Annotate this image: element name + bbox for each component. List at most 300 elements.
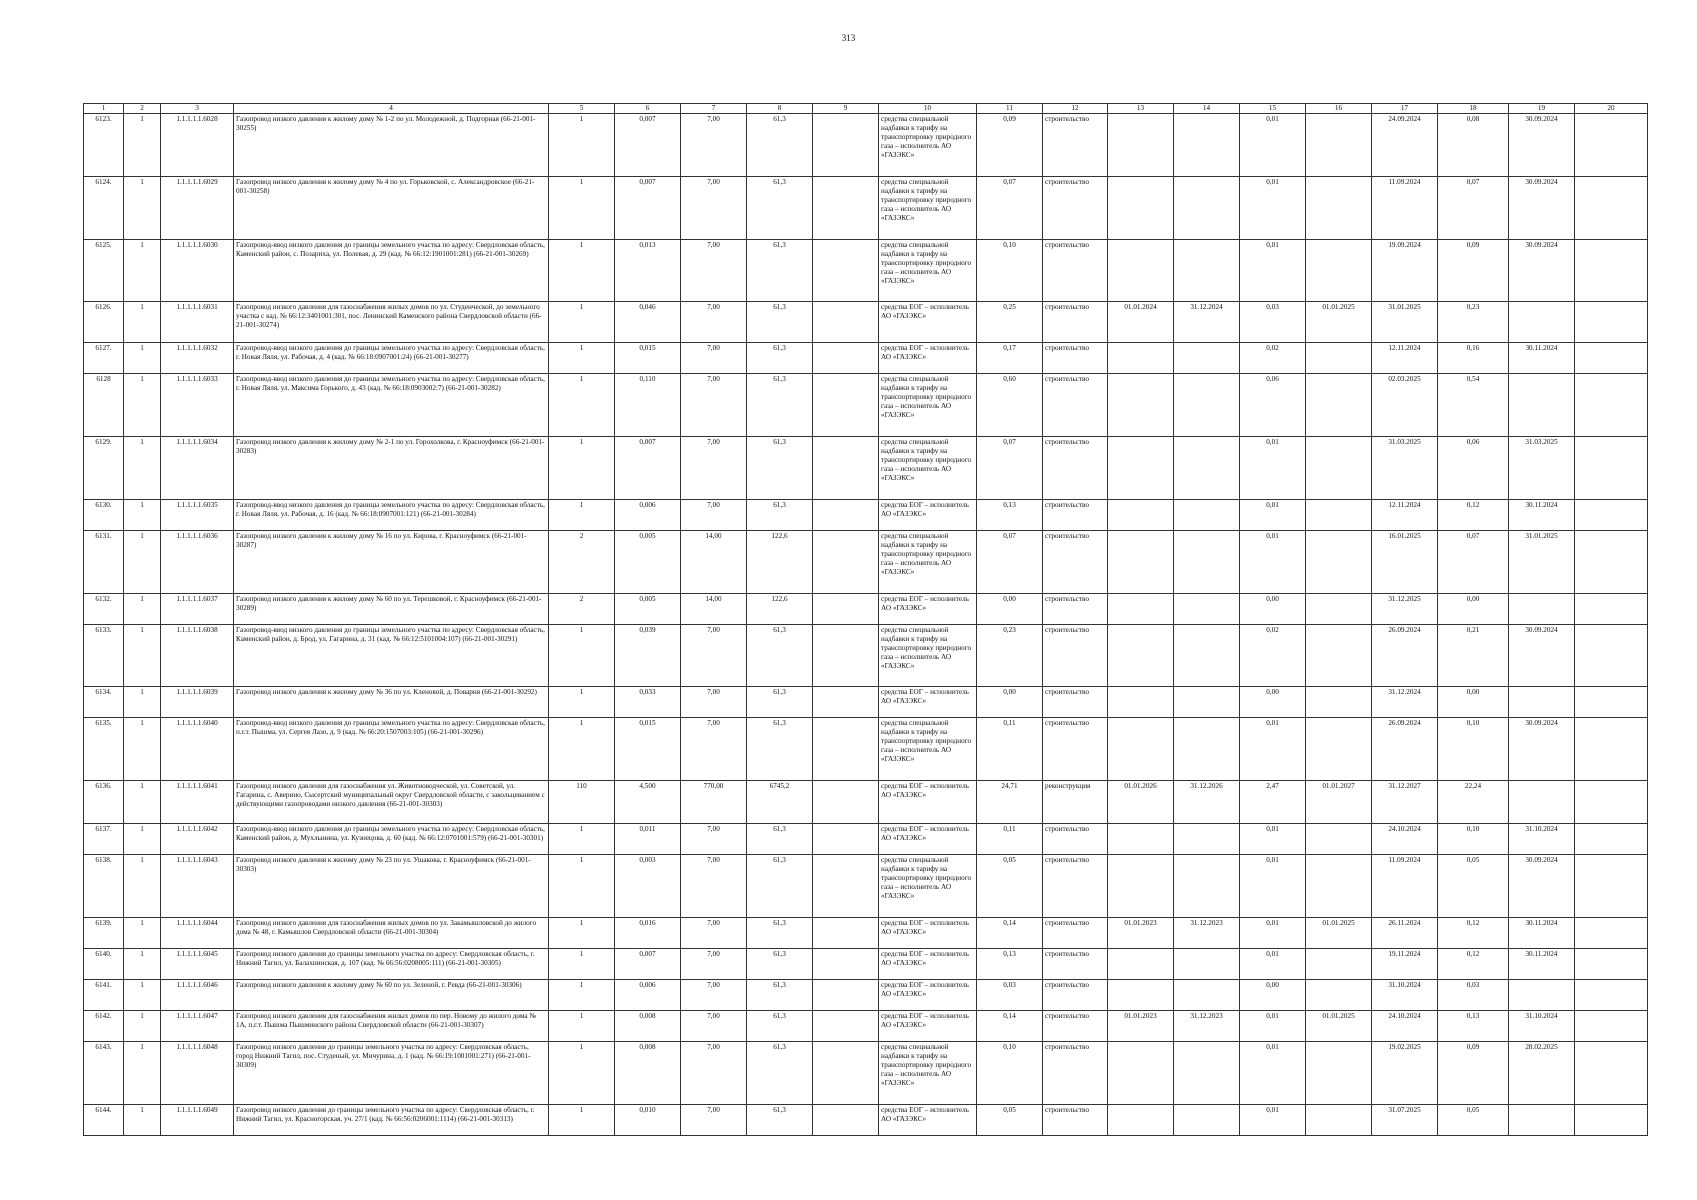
cell-col-1: 6144. (84, 1105, 124, 1136)
cell-col-6: 0,110 (615, 374, 681, 437)
cell-col-4: Газопровод низкого давления к жилому дому № 16 по ул. Кирова, г. Красноуфимск (66-21-001-30287) (234, 531, 549, 594)
cell-col-5: 1 (549, 980, 615, 1011)
cell-col-2: 1 (124, 918, 161, 949)
cell-col-12: строительство (1043, 918, 1108, 949)
cell-col-13 (1108, 949, 1174, 980)
cell-col-4: Газопровод-ввод низкого давления до границы земельного участка по адресу: Свердловская область, г. Новая Ляля, ул. Рабочая, д. 4 (кад. № 66:18:0907001:24) (66-21-001-30277) (234, 343, 549, 374)
cell-col-14 (1174, 718, 1240, 781)
cell-col-17: 31.12.2027 (1372, 781, 1438, 824)
cell-col-7: 7,00 (681, 500, 747, 531)
cell-col-6: 0,011 (615, 824, 681, 855)
cell-col-15: 0,01 (1240, 531, 1306, 594)
cell-col-2: 1 (124, 980, 161, 1011)
column-number-13: 13 (1108, 104, 1174, 114)
cell-col-7: 7,00 (681, 240, 747, 302)
cell-col-9 (813, 531, 879, 594)
cell-col-17: 16.01.2025 (1372, 531, 1438, 594)
cell-col-14 (1174, 240, 1240, 302)
cell-col-7: 14,00 (681, 531, 747, 594)
cell-col-2: 1 (124, 949, 161, 980)
cell-col-7: 7,00 (681, 687, 747, 718)
table-row (84, 437, 1648, 500)
cell-col-14 (1174, 343, 1240, 374)
cell-col-16 (1306, 718, 1372, 781)
cell-col-12: строительство (1043, 718, 1108, 781)
cell-col-7: 7,00 (681, 437, 747, 500)
cell-col-14: 31.12.2024 (1174, 302, 1240, 343)
cell-col-8: 61,3 (747, 980, 813, 1011)
cell-col-1: 6140. (84, 949, 124, 980)
cell-col-18: 0,16 (1438, 343, 1509, 374)
cell-col-14 (1174, 177, 1240, 240)
cell-col-17: 11.09.2024 (1372, 177, 1438, 240)
cell-col-2: 1 (124, 855, 161, 918)
cell-col-17: 24.10.2024 (1372, 1011, 1438, 1042)
cell-col-4: Газопровод низкого давления к жилому дому № 60 по ул. Зеленой, г. Ревда (66-21-001-30306) (234, 980, 549, 1011)
cell-col-1: 6130. (84, 500, 124, 531)
cell-col-16 (1306, 500, 1372, 531)
cell-col-10: средства специальной надбавки к тарифу на транспортировку природного газа – исполнитель АО «ГАЗЭКС» (879, 177, 977, 240)
cell-col-14 (1174, 855, 1240, 918)
column-number-15: 15 (1240, 104, 1306, 114)
column-number-3: 3 (161, 104, 234, 114)
cell-col-8: 61,3 (747, 114, 813, 177)
cell-col-8: 61,3 (747, 1105, 813, 1136)
cell-col-16 (1306, 177, 1372, 240)
cell-col-1: 6141. (84, 980, 124, 1011)
cell-col-13 (1108, 855, 1174, 918)
cell-col-7: 7,00 (681, 1105, 747, 1136)
cell-col-13 (1108, 625, 1174, 687)
cell-col-12: строительство (1043, 437, 1108, 500)
cell-col-12: строительство (1043, 374, 1108, 437)
cell-col-17: 31.07.2025 (1372, 1105, 1438, 1136)
cell-col-19: 30.11.2024 (1509, 343, 1575, 374)
cell-col-3: 1.1.1.1.1.6029 (161, 177, 234, 240)
cell-col-17: 24.09.2024 (1372, 114, 1438, 177)
cell-col-9 (813, 374, 879, 437)
cell-col-9 (813, 177, 879, 240)
cell-col-6: 0,046 (615, 302, 681, 343)
cell-col-12: строительство (1043, 855, 1108, 918)
cell-col-16 (1306, 949, 1372, 980)
column-number-4: 4 (234, 104, 549, 114)
cell-col-1: 6139. (84, 918, 124, 949)
cell-col-12: строительство (1043, 949, 1108, 980)
cell-col-17: 31.12.2025 (1372, 594, 1438, 625)
cell-col-9 (813, 500, 879, 531)
cell-col-9 (813, 687, 879, 718)
cell-col-5: 1 (549, 824, 615, 855)
cell-col-5: 1 (549, 718, 615, 781)
cell-col-18: 0,09 (1438, 240, 1509, 302)
cell-col-4: Газопровод низкого давления к жилому дому № 2-1 по ул. Горохолкова, г. Красноуфимск (66-21-001-30283) (234, 437, 549, 500)
cell-col-20 (1575, 114, 1648, 177)
cell-col-19: 30.09.2024 (1509, 114, 1575, 177)
cell-col-10: средства ЕОГ – исполнитель АО «ГАЗЭКС» (879, 343, 977, 374)
cell-col-6: 0,008 (615, 1011, 681, 1042)
cell-col-13: 01.01.2024 (1108, 302, 1174, 343)
cell-col-6: 0,007 (615, 177, 681, 240)
cell-col-8: 61,3 (747, 687, 813, 718)
cell-col-13 (1108, 240, 1174, 302)
column-number-10: 10 (879, 104, 977, 114)
cell-col-19: 30.09.2024 (1509, 625, 1575, 687)
cell-col-17: 31.12.2024 (1372, 687, 1438, 718)
cell-col-7: 7,00 (681, 302, 747, 343)
cell-col-16 (1306, 437, 1372, 500)
cell-col-5: 1 (549, 177, 615, 240)
cell-col-19: 30.11.2024 (1509, 918, 1575, 949)
cell-col-17: 26.11.2024 (1372, 918, 1438, 949)
cell-col-12: строительство (1043, 302, 1108, 343)
table-row (84, 1105, 1648, 1136)
cell-col-11: 0,00 (977, 594, 1043, 625)
cell-col-13 (1108, 980, 1174, 1011)
cell-col-20 (1575, 824, 1648, 855)
cell-col-4: Газопровод-ввод низкого давления до границы земельного участка по адресу: Свердловская область, г. Новая Ляля, ул. Максима Горького, д. 43 (кад. № 66:18:0903002:7) (66-21-001-30282) (234, 374, 549, 437)
cell-col-10: средства ЕОГ – исполнитель АО «ГАЗЭКС» (879, 687, 977, 718)
cell-col-3: 1.1.1.1.1.6042 (161, 824, 234, 855)
cell-col-18: 0,03 (1438, 980, 1509, 1011)
cell-col-6: 0,013 (615, 240, 681, 302)
cell-col-15: 0,01 (1240, 1105, 1306, 1136)
table-row (84, 855, 1648, 918)
cell-col-7: 7,00 (681, 918, 747, 949)
cell-col-17: 26.09.2024 (1372, 625, 1438, 687)
cell-col-13 (1108, 500, 1174, 531)
cell-col-14 (1174, 1105, 1240, 1136)
cell-col-18: 0,10 (1438, 824, 1509, 855)
cell-col-4: Газопровод-ввод низкого давления до границы земельного участка по адресу: Свердловская область, п.г.т. Пышма, ул. Сергея Лазо, д. 9 (кад. № 66:20:1507003:105) (66-21-001-30296) (234, 718, 549, 781)
cell-col-16 (1306, 625, 1372, 687)
cell-col-6: 0,005 (615, 531, 681, 594)
cell-col-1: 6135. (84, 718, 124, 781)
cell-col-6: 0,007 (615, 437, 681, 500)
cell-col-11: 0,07 (977, 531, 1043, 594)
table-row (84, 374, 1648, 437)
cell-col-8: 61,3 (747, 500, 813, 531)
column-number-18: 18 (1438, 104, 1509, 114)
cell-col-18: 0,00 (1438, 594, 1509, 625)
cell-col-4: Газопровод низкого давления к жилому дому № 60 по ул. Терешковой, г. Красноуфимск (66-21-001-30289) (234, 594, 549, 625)
cell-col-10: средства ЕОГ – исполнитель АО «ГАЗЭКС» (879, 302, 977, 343)
cell-col-15: 0,01 (1240, 500, 1306, 531)
cell-col-10: средства ЕОГ – исполнитель АО «ГАЗЭКС» (879, 1105, 977, 1136)
cell-col-2: 1 (124, 531, 161, 594)
column-number-12: 12 (1043, 104, 1108, 114)
cell-col-19: 30.09.2024 (1509, 718, 1575, 781)
cell-col-10: средства ЕОГ – исполнитель АО «ГАЗЭКС» (879, 500, 977, 531)
table-row (84, 718, 1648, 781)
cell-col-18: 0,12 (1438, 918, 1509, 949)
column-number-9: 9 (813, 104, 879, 114)
cell-col-20 (1575, 949, 1648, 980)
cell-col-19 (1509, 302, 1575, 343)
cell-col-16 (1306, 824, 1372, 855)
cell-col-7: 7,00 (681, 980, 747, 1011)
cell-col-15: 0,01 (1240, 114, 1306, 177)
cell-col-4: Газопровод-ввод низкого давления до границы земельного участка по адресу: Свердловская область, Каменский район, д. Брод, ул. Гагарина, д. 31 (кад. № 66:12:5101004:107) (66-21-001-30291) (234, 625, 549, 687)
cell-col-2: 1 (124, 114, 161, 177)
cell-col-6: 0,005 (615, 594, 681, 625)
table-row (84, 531, 1648, 594)
cell-col-1: 6128 (84, 374, 124, 437)
cell-col-12: строительство (1043, 114, 1108, 177)
cell-col-9 (813, 114, 879, 177)
cell-col-8: 61,3 (747, 240, 813, 302)
cell-col-10: средства ЕОГ – исполнитель АО «ГАЗЭКС» (879, 824, 977, 855)
cell-col-2: 1 (124, 374, 161, 437)
cell-col-3: 1.1.1.1.1.6038 (161, 625, 234, 687)
cell-col-11: 0,17 (977, 343, 1043, 374)
cell-col-20 (1575, 437, 1648, 500)
cell-col-2: 1 (124, 1042, 161, 1105)
cell-col-15: 0,01 (1240, 949, 1306, 980)
cell-col-11: 0,03 (977, 980, 1043, 1011)
cell-col-8: 61,3 (747, 824, 813, 855)
column-number-19: 19 (1509, 104, 1575, 114)
cell-col-6: 0,015 (615, 343, 681, 374)
cell-col-19 (1509, 980, 1575, 1011)
cell-col-13: 01.01.2026 (1108, 781, 1174, 824)
column-number-7: 7 (681, 104, 747, 114)
cell-col-4: Газопровод-ввод низкого давления до границы земельного участка по адресу: Свердловская область, Каменский район, д. Мухлынина, ул. Кузнецова, д. 60 (кад. № 66:12:0701001:579) (66-21-001-30301) (234, 824, 549, 855)
cell-col-12: строительство (1043, 531, 1108, 594)
cell-col-7: 770,00 (681, 781, 747, 824)
cell-col-5: 1 (549, 343, 615, 374)
cell-col-6: 0,007 (615, 949, 681, 980)
cell-col-8: 61,3 (747, 1042, 813, 1105)
cell-col-12: строительство (1043, 177, 1108, 240)
cell-col-15: 0,00 (1240, 687, 1306, 718)
cell-col-19 (1509, 781, 1575, 824)
cell-col-8: 61,3 (747, 855, 813, 918)
cell-col-11: 0,11 (977, 718, 1043, 781)
table-row (84, 500, 1648, 531)
cell-col-11: 0,07 (977, 177, 1043, 240)
cell-col-3: 1.1.1.1.1.6033 (161, 374, 234, 437)
cell-col-17: 19.11.2024 (1372, 949, 1438, 980)
cell-col-7: 7,00 (681, 114, 747, 177)
column-number-20: 20 (1575, 104, 1648, 114)
cell-col-5: 2 (549, 594, 615, 625)
table-row (84, 980, 1648, 1011)
cell-col-20 (1575, 531, 1648, 594)
cell-col-16 (1306, 855, 1372, 918)
cell-col-6: 0,033 (615, 687, 681, 718)
cell-col-8: 122,6 (747, 531, 813, 594)
cell-col-1: 6132. (84, 594, 124, 625)
cell-col-8: 61,3 (747, 177, 813, 240)
cell-col-20 (1575, 781, 1648, 824)
cell-col-19: 31.10.2024 (1509, 1011, 1575, 1042)
cell-col-5: 1 (549, 1011, 615, 1042)
cell-col-1: 6133. (84, 625, 124, 687)
cell-col-8: 61,3 (747, 918, 813, 949)
cell-col-7: 7,00 (681, 855, 747, 918)
table-row (84, 594, 1648, 625)
cell-col-18: 0,08 (1438, 114, 1509, 177)
cell-col-10: средства специальной надбавки к тарифу на транспортировку природного газа – исполнитель АО «ГАЗЭКС» (879, 718, 977, 781)
cell-col-18: 0,05 (1438, 855, 1509, 918)
cell-col-19: 30.09.2024 (1509, 240, 1575, 302)
cell-col-19: 30.09.2024 (1509, 855, 1575, 918)
cell-col-1: 6126. (84, 302, 124, 343)
cell-col-19: 31.03.2025 (1509, 437, 1575, 500)
cell-col-11: 24,71 (977, 781, 1043, 824)
cell-col-14 (1174, 500, 1240, 531)
column-number-14: 14 (1174, 104, 1240, 114)
cell-col-2: 1 (124, 1011, 161, 1042)
cell-col-5: 110 (549, 781, 615, 824)
cell-col-17: 24.10.2024 (1372, 824, 1438, 855)
cell-col-3: 1.1.1.1.1.6039 (161, 687, 234, 718)
cell-col-13 (1108, 177, 1174, 240)
column-number-16: 16 (1306, 104, 1372, 114)
cell-col-10: средства специальной надбавки к тарифу на транспортировку природного газа – исполнитель АО «ГАЗЭКС» (879, 855, 977, 918)
cell-col-3: 1.1.1.1.1.6041 (161, 781, 234, 824)
cell-col-13 (1108, 718, 1174, 781)
cell-col-12: строительство (1043, 980, 1108, 1011)
cell-col-5: 1 (549, 855, 615, 918)
cell-col-12: строительство (1043, 687, 1108, 718)
cell-col-6: 0,006 (615, 980, 681, 1011)
cell-col-13 (1108, 594, 1174, 625)
cell-col-4: Газопровод низкого давления к жилому дому № 1-2 по ул. Молодежной, д. Подгорная (66-21-001-30255) (234, 114, 549, 177)
cell-col-15: 0,01 (1240, 918, 1306, 949)
cell-col-16: 01.01.2025 (1306, 918, 1372, 949)
cell-col-16 (1306, 1105, 1372, 1136)
cell-col-9 (813, 824, 879, 855)
cell-col-4: Газопровод-ввод низкого давления до границы земельного участка по адресу: Свердловская область, Каменский район, с. Позариха, ул. Полевая, д. 29 (кад. № 66:12:1901001:281) (66-21-001-30269) (234, 240, 549, 302)
cell-col-16 (1306, 594, 1372, 625)
cell-col-12: строительство (1043, 343, 1108, 374)
table-row (84, 1042, 1648, 1105)
cell-col-17: 11.09.2024 (1372, 855, 1438, 918)
cell-col-5: 1 (549, 302, 615, 343)
cell-col-15: 0,01 (1240, 855, 1306, 918)
cell-col-16 (1306, 980, 1372, 1011)
cell-col-9 (813, 918, 879, 949)
cell-col-3: 1.1.1.1.1.6036 (161, 531, 234, 594)
cell-col-13 (1108, 687, 1174, 718)
cell-col-18: 0,10 (1438, 718, 1509, 781)
cell-col-7: 7,00 (681, 824, 747, 855)
cell-col-1: 6125. (84, 240, 124, 302)
cell-col-3: 1.1.1.1.1.6047 (161, 1011, 234, 1042)
cell-col-1: 6123. (84, 114, 124, 177)
cell-col-16: 01.01.2027 (1306, 781, 1372, 824)
cell-col-8: 61,3 (747, 949, 813, 980)
cell-col-9 (813, 949, 879, 980)
table-row (84, 824, 1648, 855)
cell-col-17: 19.09.2024 (1372, 240, 1438, 302)
cell-col-9 (813, 240, 879, 302)
cell-col-3: 1.1.1.1.1.6043 (161, 855, 234, 918)
cell-col-1: 6134. (84, 687, 124, 718)
cell-col-18: 0,54 (1438, 374, 1509, 437)
cell-col-1: 6138. (84, 855, 124, 918)
cell-col-12: строительство (1043, 824, 1108, 855)
cell-col-7: 7,00 (681, 1011, 747, 1042)
cell-col-11: 0,00 (977, 687, 1043, 718)
cell-col-20 (1575, 343, 1648, 374)
cell-col-14 (1174, 594, 1240, 625)
cell-col-15: 0,01 (1240, 718, 1306, 781)
cell-col-9 (813, 718, 879, 781)
cell-col-9 (813, 302, 879, 343)
cell-col-16 (1306, 1042, 1372, 1105)
cell-col-9 (813, 625, 879, 687)
column-number-2: 2 (124, 104, 161, 114)
cell-col-11: 0,14 (977, 1011, 1043, 1042)
cell-col-16: 01.01.2025 (1306, 302, 1372, 343)
cell-col-5: 1 (549, 1042, 615, 1105)
page-number: 313 (841, 33, 856, 43)
cell-col-3: 1.1.1.1.1.6046 (161, 980, 234, 1011)
cell-col-17: 02.03.2025 (1372, 374, 1438, 437)
cell-col-6: 0,003 (615, 855, 681, 918)
cell-col-7: 7,00 (681, 949, 747, 980)
cell-col-3: 1.1.1.1.1.6037 (161, 594, 234, 625)
cell-col-7: 7,00 (681, 343, 747, 374)
cell-col-1: 6131. (84, 531, 124, 594)
cell-col-10: средства ЕОГ – исполнитель АО «ГАЗЭКС» (879, 949, 977, 980)
cell-col-5: 1 (549, 437, 615, 500)
cell-col-19 (1509, 594, 1575, 625)
cell-col-5: 1 (549, 918, 615, 949)
cell-col-9 (813, 781, 879, 824)
cell-col-11: 0,05 (977, 855, 1043, 918)
cell-col-2: 1 (124, 302, 161, 343)
cell-col-15: 0,02 (1240, 343, 1306, 374)
cell-col-14 (1174, 949, 1240, 980)
cell-col-11: 0,05 (977, 1105, 1043, 1136)
cell-col-14 (1174, 531, 1240, 594)
cell-col-18: 0,07 (1438, 531, 1509, 594)
cell-col-18: 22,24 (1438, 781, 1509, 824)
cell-col-20 (1575, 302, 1648, 343)
cell-col-14: 31.12.2023 (1174, 918, 1240, 949)
cell-col-10: средства специальной надбавки к тарифу на транспортировку природного газа – исполнитель АО «ГАЗЭКС» (879, 374, 977, 437)
cell-col-17: 31.10.2024 (1372, 980, 1438, 1011)
column-number-row (84, 104, 1648, 114)
cell-col-8: 61,3 (747, 625, 813, 687)
table-row (84, 625, 1648, 687)
table-row (84, 177, 1648, 240)
cell-col-4: Газопровод низкого давления к жилому дому № 23 по ул. Ушакова, г. Красноуфимск (66-21-001-30303) (234, 855, 549, 918)
register-table (83, 103, 1648, 1136)
cell-col-7: 7,00 (681, 177, 747, 240)
cell-col-13 (1108, 114, 1174, 177)
cell-col-14: 31.12.2026 (1174, 781, 1240, 824)
cell-col-17: 12.11.2024 (1372, 500, 1438, 531)
cell-col-12: строительство (1043, 625, 1108, 687)
cell-col-10: средства ЕОГ – исполнитель АО «ГАЗЭКС» (879, 918, 977, 949)
cell-col-20 (1575, 855, 1648, 918)
cell-col-2: 1 (124, 177, 161, 240)
cell-col-15: 0,01 (1240, 177, 1306, 240)
cell-col-14 (1174, 437, 1240, 500)
cell-col-18: 0,23 (1438, 302, 1509, 343)
cell-col-2: 1 (124, 240, 161, 302)
cell-col-16 (1306, 114, 1372, 177)
cell-col-20 (1575, 500, 1648, 531)
cell-col-6: 0,006 (615, 500, 681, 531)
cell-col-9 (813, 1042, 879, 1105)
cell-col-16 (1306, 240, 1372, 302)
